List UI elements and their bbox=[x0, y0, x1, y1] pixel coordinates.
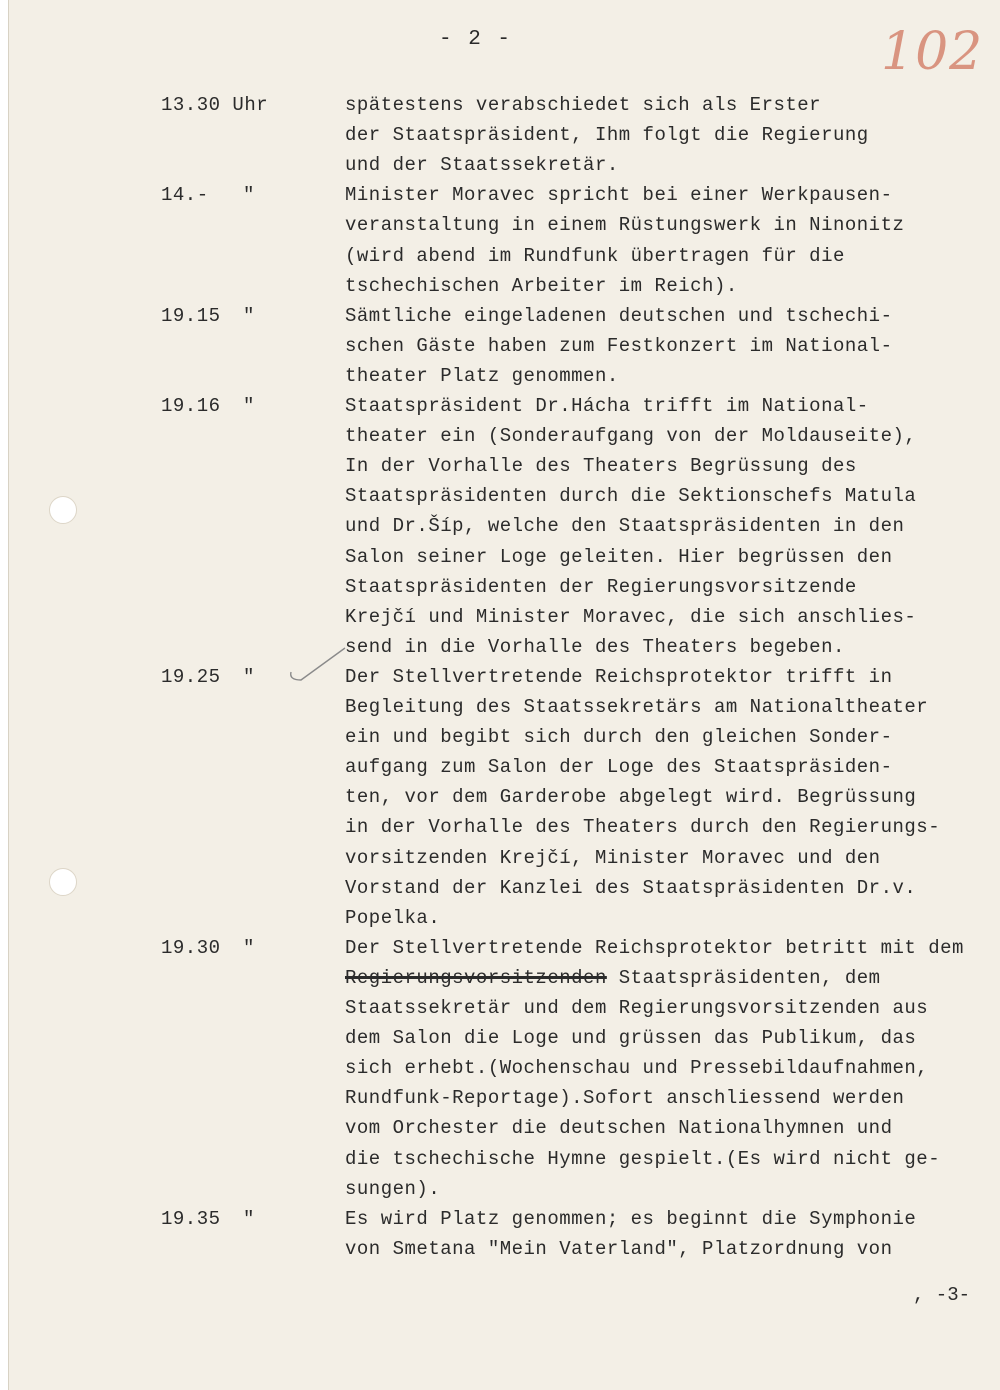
entry-text-line: und der Staatssekretär. bbox=[345, 154, 619, 177]
entry-time: 19.30 bbox=[161, 936, 221, 959]
entry-text-line: aufgang zum Salon der Loge des Staatspräsiden- bbox=[345, 756, 893, 779]
entry-time: 14.- bbox=[161, 184, 209, 207]
entry-text-line: sungen). bbox=[345, 1177, 441, 1200]
entry-text-line: schen Gäste haben zum Festkonzert im National- bbox=[345, 334, 893, 357]
entry-text-line: spätestens verabschiedet sich als Erster bbox=[345, 94, 822, 116]
entry-text-line: Staatspräsidenten der Regierungsvorsitzende bbox=[345, 575, 857, 598]
entry-text-line: Staatssekretär und dem Regierungsvorsitzenden aus bbox=[345, 997, 929, 1019]
typed-document-page bbox=[8, 0, 1000, 1390]
entry-text-line: der Staatspräsident, Ihm folgt die Regierung bbox=[345, 124, 869, 147]
entry-text-line: Rundfunk-Reportage).Sofort anschliessend werden bbox=[345, 1087, 905, 1110]
entry-text-line: Popelka. bbox=[345, 906, 441, 929]
entry-text-line: theater Platz genommen. bbox=[345, 364, 619, 387]
entry-text-line: theater ein (Sonderaufgang von der Moldauseite), bbox=[345, 425, 917, 448]
entry-time: 19.35 bbox=[161, 1207, 221, 1230]
entry-text-line: send in die Vorhalle des Theaters begeben. bbox=[345, 635, 845, 658]
ditto-mark: " bbox=[243, 304, 255, 327]
entry-text-line: von Smetana "Mein Vaterland", Platzordnung von bbox=[345, 1237, 893, 1260]
entry-time: 19.25 bbox=[161, 665, 221, 688]
entry-time: 19.15 bbox=[161, 304, 221, 327]
entry-text-line: in der Vorhalle des Theaters durch den Regierungs- bbox=[345, 816, 941, 839]
entry-text-line: vorsitzenden Krejčí, Minister Moravec und den bbox=[345, 846, 881, 869]
entry-text-line: sich erhebt.(Wochenschau und Pressebildaufnahmen, bbox=[345, 1057, 929, 1080]
entry-text-line: Der Stellvertretende Reichsprotektor trifft in bbox=[345, 665, 893, 688]
ditto-mark: " bbox=[243, 665, 255, 688]
entry-text-line: Staatspräsidenten durch die Sektionschefs Matula bbox=[345, 485, 917, 508]
continuation-marker: , -3- bbox=[913, 1284, 971, 1306]
ditto-mark: " bbox=[243, 184, 255, 207]
ditto-mark: " bbox=[243, 395, 255, 417]
ditto-mark: " bbox=[243, 1207, 255, 1230]
entry-time: 13.30 Uhr bbox=[161, 94, 269, 116]
entry-text-line: Salon seiner Loge geleiten. Hier begrüssen den bbox=[345, 545, 893, 568]
entry-text-line: ein und begibt sich durch den gleichen Sonder- bbox=[345, 726, 893, 749]
entry-text-line: Der Stellvertretende Reichsprotektor betritt mit dem bbox=[345, 936, 964, 959]
entry-text-line: und Dr.Šíp, welche den Staatspräsidenten in den bbox=[345, 515, 905, 538]
entry-text-line: dem Salon die Loge und grüssen das Publikum, das bbox=[345, 1027, 917, 1050]
entry-text-line: tschechischen Arbeiter im Reich). bbox=[345, 274, 738, 297]
entry-text-line: Staatspräsident Dr.Hácha trifft im National- bbox=[345, 395, 869, 417]
pencil-check-mark bbox=[9, 0, 1000, 1390]
entry-text-line: Minister Moravec spricht bei einer Werkpausen- bbox=[345, 184, 893, 207]
folio-number-handwritten: 102 bbox=[881, 22, 984, 82]
entry-text-line: vom Orchester die deutschen Nationalhymnen und bbox=[345, 1117, 893, 1140]
entry-text-line: Begleitung des Staatssekretärs am Nationaltheater bbox=[345, 696, 929, 718]
ditto-mark: " bbox=[243, 936, 255, 959]
entry-text-line: Krejčí und Minister Moravec, die sich anschlies- bbox=[345, 605, 917, 628]
entry-text-line: Es wird Platz genommen; es beginnt die Symphonie bbox=[345, 1207, 917, 1230]
entry-time: 19.16 bbox=[161, 395, 221, 417]
entry-text-line: Regierungsvorsitzenden Staatspräsidenten, dem bbox=[345, 966, 881, 989]
entry-text-line: die tschechische Hymne gespielt.(Es wird nicht ge- bbox=[345, 1147, 941, 1170]
entry-text-line: (wird abend im Rundfunk übertragen für die bbox=[345, 244, 845, 267]
entry-text-line: ten, vor dem Garderobe abgelegt wird. Begrüssung bbox=[345, 786, 917, 809]
entry-text-line: veranstaltung in einem Rüstungswerk in Ninonitz bbox=[345, 214, 905, 237]
entry-text-line: Sämtliche eingeladenen deutschen und tschechi- bbox=[345, 304, 893, 327]
entry-text-line: Vorstand der Kanzlei des Staatspräsidenten Dr.v. bbox=[345, 876, 917, 899]
entry-text-line: In der Vorhalle des Theaters Begrüssung des bbox=[345, 455, 857, 478]
page-number: - 2 - bbox=[439, 28, 513, 51]
struck-out-word: Regierungsvorsitzenden bbox=[345, 966, 607, 989]
